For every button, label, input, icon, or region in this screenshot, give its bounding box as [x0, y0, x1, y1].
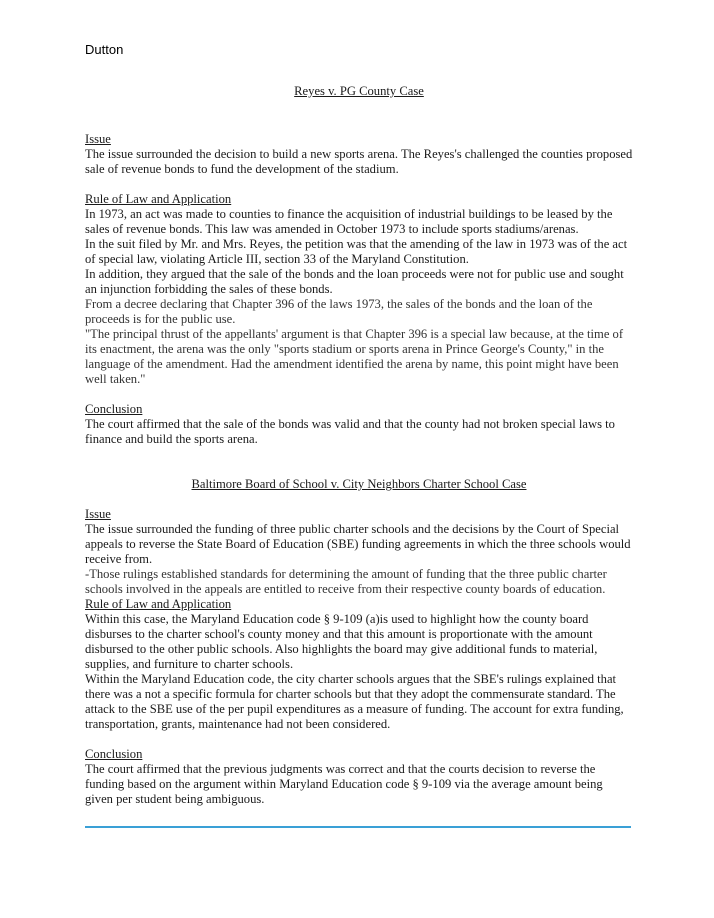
- case2-rule-paragraph: Within this case, the Maryland Education code § 9-109 (a)is used to highlight how the county board disburses to the charter school's county money and that this amount is proportionate with the amount disbursed to the other public schools. Also highlights the board may give additional funds to material, supplies, and furniture to charter schools.: [85, 612, 598, 671]
- case2-conclusion-heading: Conclusion: [85, 747, 143, 761]
- case1-rule-paragraph: In the suit filed by Mr. and Mrs. Reyes, the petition was that the amending of the law in 1973 was of the act of special law, violating Article III, section 33 of the Maryland Constitution.: [85, 237, 628, 266]
- case1-conclusion-text: The court affirmed that the sale of the bonds was valid and that the county had not broken special laws to finance and build the sports arena.: [85, 417, 615, 446]
- case1-rule-paragraph: In 1973, an act was made to counties to finance the acquisition of industrial buildings to be leased by the sales of revenue bonds. This law was amended in October 1973 to include sports stadiums/arenas.: [85, 207, 613, 236]
- case2-title: Baltimore Board of School v. City Neighbors Charter School Case: [191, 477, 527, 491]
- case1-rule-paragraph: From a decree declaring that Chapter 396 of the laws 1973, the sales of the bonds and the loan of the proceeds is for the public use.: [85, 297, 593, 326]
- case1-conclusion-heading: Conclusion: [85, 402, 143, 416]
- case1-rule-paragraph: In addition, they argued that the sale of the bonds and the loan proceeds were not for public use and sought an injunction forbidding the sales of these bonds.: [85, 267, 624, 296]
- case2-issue-paragraph: The issue surrounded the funding of three public charter schools and the decisions by the Court of Special appeals to reverse the State Board of Education (SBE) funding agreements in which the three schools would receive from.: [85, 522, 631, 566]
- case1-issue-text: The issue surrounded the decision to build a new sports arena. The Reyes's challenged the counties proposed sale of revenue bonds to fund the development of the stadium.: [85, 147, 633, 176]
- case1-rule-heading: Rule of Law and Application: [85, 192, 232, 206]
- case1-title: Reyes v. PG County Case: [294, 84, 424, 98]
- case2-conclusion-text: The court affirmed that the previous judgments was correct and that the courts decision to reverse the funding based on the argument within Maryland Education code § 9-109 via the average amount being given per student being ambiguous.: [85, 762, 603, 806]
- case1-issue-heading: Issue: [85, 132, 111, 146]
- case2-rule-paragraph: Within the Maryland Education code, the city charter schools argues that the SBE's rulings explained that there was a not a specific formula for charter schools but that they adopt the commensurate standard. The attack to the SBE use of the per pupil expenditures as a measure of funding. The account for extra funding, transportation, grants, maintenance had not been considered.: [85, 672, 624, 731]
- footer-rule: [85, 826, 631, 828]
- case2-rule-heading: Rule of Law and Application: [85, 597, 232, 611]
- case1-quote-paragraph: "The principal thrust of the appellants' argument is that Chapter 396 is a special law because, at the time of its enactment, the arena was the only "sports stadium or sports arena in Prince George's County," in the language of the amendment. Had the amendment identified the arena by name, this point might have been well taken.": [85, 327, 624, 386]
- case2-issue-paragraph: -Those rulings established standards for determining the amount of funding that the three public charter schools involved in the appeals are entitled to receive from their respective county boards of education.: [85, 567, 607, 596]
- case2-issue-heading: Issue: [85, 507, 111, 521]
- page-header-author: Dutton: [85, 42, 124, 57]
- document-body: [85, 84, 633, 807]
